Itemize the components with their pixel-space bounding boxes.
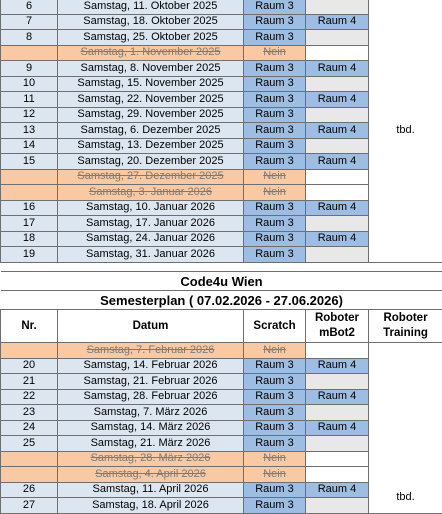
date-cell: Samstag, 6. Dezember 2025 xyxy=(58,123,244,139)
training-note xyxy=(369,343,442,514)
row-number: 18 xyxy=(1,231,58,247)
date-cell: Samstag, 7. Februar 2026 xyxy=(58,343,244,359)
scratch-room: Raum 3 xyxy=(244,200,306,216)
mbot-room: Raum 4 xyxy=(306,200,369,216)
scratch-room: Raum 3 xyxy=(244,498,306,514)
mbot-room xyxy=(306,343,369,359)
header-mbot: Roboter mBot2 xyxy=(306,310,369,343)
scratch-room: Raum 3 xyxy=(244,358,306,374)
mbot-room: Raum 4 xyxy=(306,61,369,77)
mbot-room: Raum 4 xyxy=(306,358,369,374)
date-cell: Samstag, 27. Dezember 2025 xyxy=(58,169,244,185)
mbot-room xyxy=(306,169,369,185)
row-number: 10 xyxy=(1,76,58,92)
row-number: 11 xyxy=(1,92,58,108)
mbot-room xyxy=(306,138,369,154)
row-number: 8 xyxy=(1,30,58,46)
date-cell: Samstag, 15. November 2025 xyxy=(58,76,244,92)
scratch-room: Nein xyxy=(244,169,306,185)
scratch-room: Raum 3 xyxy=(244,374,306,390)
date-cell: Samstag, 7. März 2026 xyxy=(58,405,244,421)
date-cell: Samstag, 13. Dezember 2025 xyxy=(58,138,244,154)
mbot-room: Raum 4 xyxy=(306,92,369,108)
date-cell: Samstag, 11. Oktober 2025 xyxy=(58,0,244,14)
mbot-room: Raum 4 xyxy=(306,154,369,170)
row-number: 9 xyxy=(1,61,58,77)
row-number: 13 xyxy=(1,123,58,139)
scratch-room: Raum 3 xyxy=(244,231,306,247)
mbot-room: Raum 4 xyxy=(306,231,369,247)
scratch-room: Raum 3 xyxy=(244,389,306,405)
scratch-room: Raum 3 xyxy=(244,154,306,170)
scratch-room: Raum 3 xyxy=(244,14,306,30)
header-training: Roboter Training xyxy=(369,310,442,343)
header-nr: Nr. xyxy=(1,310,58,343)
plan-title: Code4u Wien xyxy=(1,272,442,291)
scratch-room: Nein xyxy=(244,45,306,61)
date-cell: Samstag, 20. Dezember 2025 xyxy=(58,154,244,170)
row-number: 26 xyxy=(1,482,58,498)
scratch-room: Raum 3 xyxy=(244,30,306,46)
row-number: 16 xyxy=(1,200,58,216)
row-number: 15 xyxy=(1,154,58,170)
header-datum: Datum xyxy=(58,310,244,343)
mbot-room xyxy=(306,216,369,232)
mbot-room xyxy=(306,498,369,514)
scratch-room: Raum 3 xyxy=(244,76,306,92)
row-number: 17 xyxy=(1,216,58,232)
row-number: 22 xyxy=(1,389,58,405)
training-note-text: tbd. xyxy=(369,124,442,137)
mbot-room: Raum 4 xyxy=(306,389,369,405)
table-row xyxy=(1,0,442,14)
semester-table-2 xyxy=(0,271,442,514)
mbot-room: Raum 4 xyxy=(306,420,369,436)
scratch-room: Raum 3 xyxy=(244,123,306,139)
plan-subtitle: Semesterplan ( 07.02.2026 - 27.06.2026) xyxy=(1,291,442,310)
row-number: 21 xyxy=(1,374,58,390)
mbot-room xyxy=(306,467,369,483)
training-note xyxy=(369,0,442,262)
row-number: 12 xyxy=(1,107,58,123)
date-cell: Samstag, 1. November 2025 xyxy=(58,45,244,61)
date-cell: Samstag, 31. Januar 2026 xyxy=(58,247,244,263)
mbot-room xyxy=(306,107,369,123)
date-cell: Samstag, 21. Februar 2026 xyxy=(58,374,244,390)
row-number: 23 xyxy=(1,405,58,421)
date-cell: Samstag, 18. Oktober 2025 xyxy=(58,14,244,30)
row-number xyxy=(1,343,58,359)
scratch-room: Raum 3 xyxy=(244,405,306,421)
date-cell: Samstag, 28. März 2026 xyxy=(58,451,244,467)
mbot-room: Raum 4 xyxy=(306,14,369,30)
scratch-room: Raum 3 xyxy=(244,436,306,452)
scratch-room: Raum 3 xyxy=(244,107,306,123)
scratch-room: Raum 3 xyxy=(244,92,306,108)
mbot-room xyxy=(306,0,369,14)
mbot-room: Raum 4 xyxy=(306,123,369,139)
scratch-room: Raum 3 xyxy=(244,420,306,436)
cancelled-row xyxy=(1,343,442,359)
mbot-room xyxy=(306,451,369,467)
scratch-room: Raum 3 xyxy=(244,61,306,77)
date-cell: Samstag, 10. Januar 2026 xyxy=(58,200,244,216)
date-cell: Samstag, 25. Oktober 2025 xyxy=(58,30,244,46)
scratch-room: Nein xyxy=(244,451,306,467)
date-cell: Samstag, 29. November 2025 xyxy=(58,107,244,123)
date-cell: Samstag, 18. April 2026 xyxy=(58,498,244,514)
mbot-room xyxy=(306,76,369,92)
scratch-room: Raum 3 xyxy=(244,216,306,232)
mbot-room xyxy=(306,405,369,421)
date-cell: Samstag, 28. Februar 2026 xyxy=(58,389,244,405)
row-number: 19 xyxy=(1,247,58,263)
date-cell: Samstag, 11. April 2026 xyxy=(58,482,244,498)
date-cell: Samstag, 4. April 2026 xyxy=(58,467,244,483)
row-number: 27 xyxy=(1,498,58,514)
mbot-room xyxy=(306,436,369,452)
scratch-room: Raum 3 xyxy=(244,482,306,498)
date-cell: Samstag, 14. März 2026 xyxy=(58,420,244,436)
header-scratch: Scratch xyxy=(244,310,306,343)
mbot-room xyxy=(306,247,369,263)
row-number xyxy=(1,467,58,483)
mbot-room: Raum 4 xyxy=(306,482,369,498)
scratch-room: Nein xyxy=(244,467,306,483)
row-number: 20 xyxy=(1,358,58,374)
scratch-room: Nein xyxy=(244,185,306,201)
mbot-room xyxy=(306,30,369,46)
row-number xyxy=(1,169,58,185)
row-number xyxy=(1,451,58,467)
mbot-room xyxy=(306,45,369,61)
row-number: 6 xyxy=(1,0,58,14)
date-cell: Samstag, 22. November 2025 xyxy=(58,92,244,108)
row-number xyxy=(1,185,58,201)
scratch-room: Raum 3 xyxy=(244,138,306,154)
scratch-room: Raum 3 xyxy=(244,247,306,263)
row-number: 24 xyxy=(1,420,58,436)
date-cell: Samstag, 3. Januar 2026 xyxy=(58,185,244,201)
mbot-room xyxy=(306,374,369,390)
training-note-text: tbd. xyxy=(369,491,442,504)
mbot-room xyxy=(306,185,369,201)
scratch-room: Raum 3 xyxy=(244,0,306,14)
date-cell: Samstag, 8. November 2025 xyxy=(58,61,244,77)
row-number: 14 xyxy=(1,138,58,154)
date-cell: Samstag, 14. Februar 2026 xyxy=(58,358,244,374)
row-number xyxy=(1,45,58,61)
scratch-room: Nein xyxy=(244,343,306,359)
row-number: 7 xyxy=(1,14,58,30)
row-number: 25 xyxy=(1,436,58,452)
date-cell: Samstag, 21. März 2026 xyxy=(58,436,244,452)
date-cell: Samstag, 17. Januar 2026 xyxy=(58,216,244,232)
date-cell: Samstag, 24. Januar 2026 xyxy=(58,231,244,247)
